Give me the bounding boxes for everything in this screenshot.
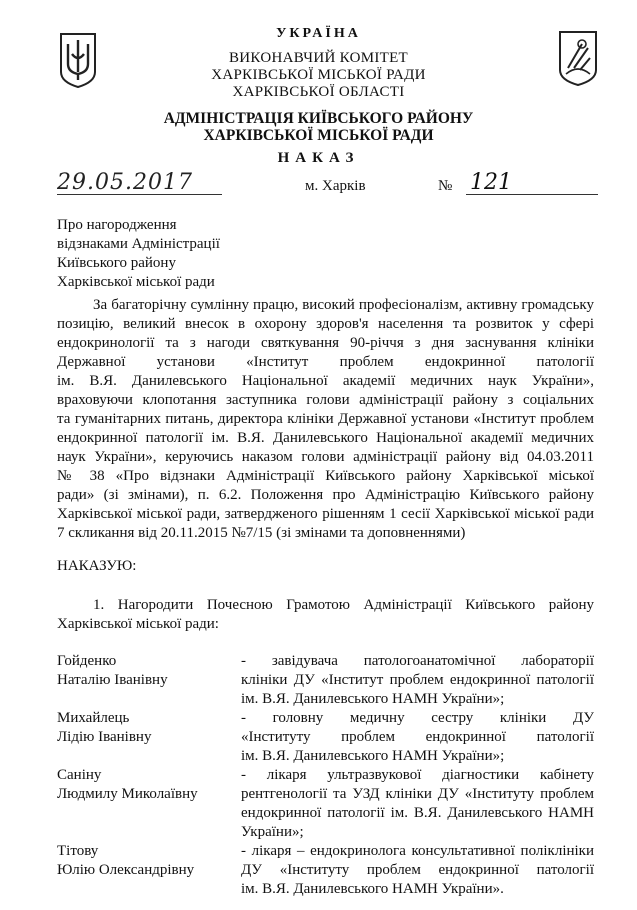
body-line: За багаторічну сумлінну працю, високий професіоналізм, активну громадську	[93, 297, 594, 313]
committee-line: ХАРКІВСЬКОЇ МІСЬКОЇ РАДИ	[211, 67, 426, 83]
body-line: враховуючи клопотання заступника голови адміністрації району з соціальних	[57, 392, 594, 408]
preamble-paragraph	[57, 296, 594, 543]
position-line: клініки ДУ «Інститут проблем ендокринної патології	[241, 672, 594, 688]
awardee-name	[57, 652, 168, 690]
awardee-name	[57, 709, 151, 747]
awardee-entry	[57, 842, 594, 899]
body-line: позицію, великий внесок в охорону здоров'я населення та розвиток у сфері	[57, 316, 594, 332]
awardee-position	[241, 842, 594, 899]
awardee-entry	[57, 652, 594, 709]
subject-line: Про нагородження	[57, 217, 177, 233]
awardee-position	[241, 709, 594, 766]
committee-heading	[0, 50, 637, 101]
position-line: - лікаря ультразвукової діагностики кабінету	[241, 767, 594, 783]
awardee-surname: Саніну	[57, 767, 102, 783]
item-1-line: 1. Нагородити Почесною Грамотою Адміністрації Київського району	[93, 597, 594, 613]
document-type-title: НАКАЗ	[277, 150, 360, 166]
awardee-surname: Михайлець	[57, 710, 130, 726]
awardee-surname: Гойденко	[57, 653, 117, 669]
committee-line: ХАРКІВСЬКОЇ ОБЛАСТІ	[232, 84, 405, 100]
awardee-given-names: Лідію Іванівну	[57, 729, 152, 745]
administration-line: ХАРКІВСЬКОЇ МІСЬКОЇ РАДИ	[203, 127, 434, 144]
position-line: України»;	[241, 824, 304, 840]
administration-line: АДМІНІСТРАЦІЯ КИЇВСЬКОГО РАЙОНУ	[163, 110, 474, 127]
position-line: «Інституту проблем ендокринної патології	[241, 729, 594, 745]
committee-line: ВИКОНАВЧИЙ КОМІТЕТ	[228, 50, 409, 66]
position-line: ім. В.Я. Данилевського НАМН України».	[241, 881, 504, 897]
position-line: рентгенології та УЗД клініки ДУ «Інституту проблем	[241, 786, 594, 802]
position-line: ім. В.Я. Данилевського НАМН України»;	[241, 691, 505, 707]
awardee-entry	[57, 709, 594, 766]
body-line: 7 скликання від 20.11.2015 №7/15 (зі змінами та доповненнями)	[57, 525, 466, 541]
administration-heading	[0, 110, 637, 144]
body-line: ендокринної патології ім. В.Я. Данилевського Національної академії медичних	[57, 430, 594, 446]
subject-line: Харківської міської ради	[57, 274, 215, 290]
awardee-surname: Тітову	[57, 843, 99, 859]
body-line: ендокринології та з нагоди святкування 90-річчя з дня заснування клініки	[57, 335, 594, 351]
subject-line: відзнаками Адміністрації	[57, 236, 220, 252]
position-line: ендокринної патології ім. В.Я. Данилевського НАМН	[241, 805, 594, 821]
body-line: ради» (зі змінами), п. 6.2. Положення про Адміністрацію Київського району	[57, 487, 594, 503]
decree-word: НАКАЗУЮ:	[57, 558, 137, 574]
city-label: м. Харків	[305, 178, 366, 194]
awardee-position	[241, 652, 594, 709]
number-sign: №	[438, 178, 453, 194]
awardee-given-names: Людмилу Миколаївну	[57, 786, 198, 802]
handwritten-number: 121	[466, 172, 598, 195]
position-line: ДУ «Інституту проблем ендокринної патології	[241, 862, 594, 878]
body-line: та гуманітарних питань, директора клініки Державної установи «Інститут проблем	[57, 411, 594, 427]
order-meta	[0, 172, 637, 200]
awardee-position	[241, 766, 594, 842]
order-subject	[57, 216, 220, 292]
item-1	[57, 596, 594, 634]
item-1-line: Харківської міської ради:	[57, 616, 219, 632]
position-line: ім. В.Я. Данилевського НАМН України»;	[241, 748, 505, 764]
body-line: ім. В.Я. Данилевського Національної академії медичних наук України»,	[57, 373, 594, 389]
awardee-name	[57, 766, 198, 804]
awardee-name	[57, 842, 194, 880]
awardees-list	[57, 652, 594, 899]
handwritten-date: 29.05.2017	[57, 172, 222, 195]
country-heading: УКРАЇНА	[276, 26, 361, 41]
awardee-entry	[57, 766, 594, 842]
body-line: Харківської міської ради, затвердженого рішенням 1 сесії Харківської міської ради	[57, 506, 594, 522]
subject-line: Київського району	[57, 255, 176, 271]
position-line: - головну медичну сестру клініки ДУ	[241, 710, 594, 726]
body-line: наук України», керуючись наказом голови адміністрації району від 04.03.2011	[57, 449, 594, 465]
awardee-given-names: Наталію Іванівну	[57, 672, 168, 688]
awardee-given-names: Юлію Олександрівну	[57, 862, 195, 878]
position-line: - лікаря – ендокринолога консультативної поліклініки	[241, 843, 594, 859]
body-line: № 38 «Про відзнаки Адміністрації Київського району Харківської міської	[57, 468, 594, 484]
body-line: Державної установи «Інститут проблем ендокринної патології	[57, 354, 594, 370]
position-line: - завідувача патологоанатомічної лабораторії	[241, 653, 594, 669]
